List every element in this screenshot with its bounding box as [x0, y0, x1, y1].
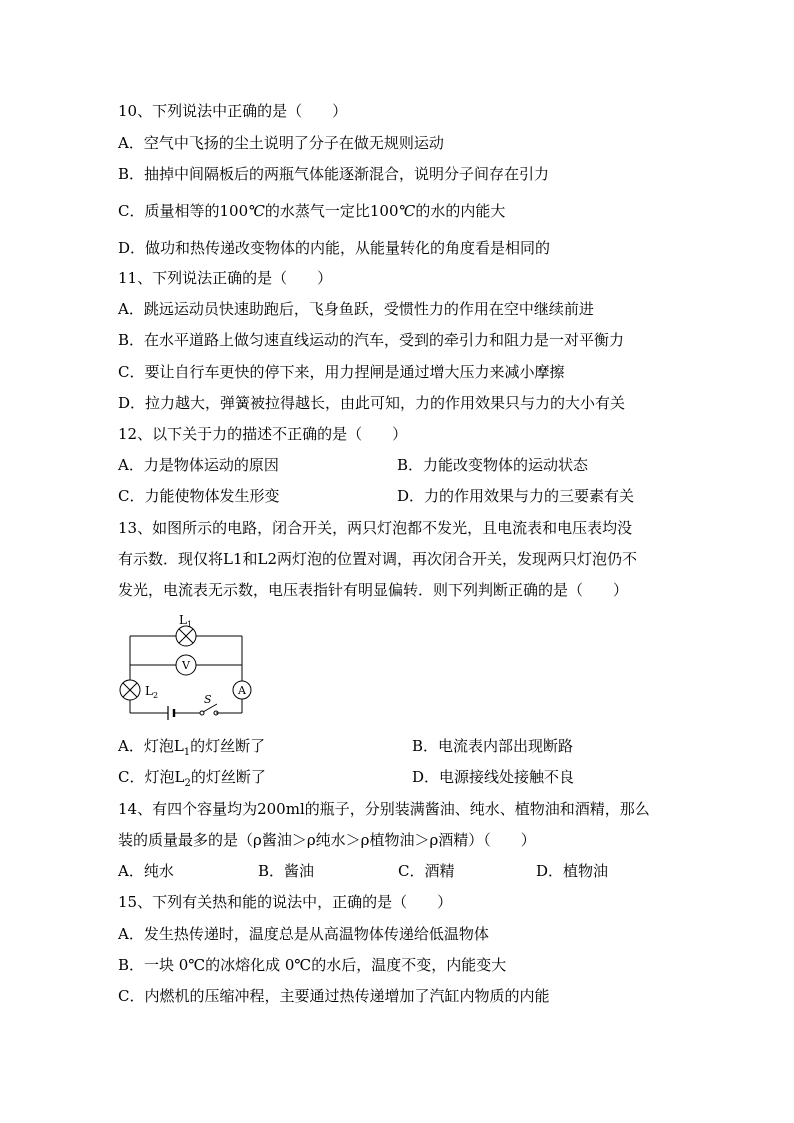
q10-c-unit2: ℃ — [398, 202, 416, 220]
q12-option-b: B．力能改变物体的运动状态 — [397, 456, 589, 474]
q13-option-a — [118, 736, 265, 763]
lamp-l1-icon — [176, 626, 196, 646]
q14-stem-line1: 14、有四个容量均为200ml的瓶子，分别装满酱油、纯水、植物油和酒精，那么 — [118, 800, 650, 818]
q12-option-c: C．力能使物体发生形变 — [118, 487, 280, 505]
q13-stem-line1: 13、如图所示的电路，闭合开关，两只灯泡都不发光，且电流表和电压表均没 — [118, 519, 633, 537]
q10-c-post: 的水的内能大 — [415, 202, 506, 220]
q10-option-a: A．空气中飞扬的尘土说明了分子在做无规则运动 — [118, 134, 444, 152]
lamp-l2-icon — [120, 680, 140, 700]
q13-c-sub: 2 — [184, 778, 191, 789]
q10-c-unit1: ℃ — [248, 202, 265, 220]
q10-c-pre: C．质量相等的100 — [118, 202, 249, 220]
q15-option-b: B．一块 0℃的冰熔化成 0℃的水后，温度不变，内能变大 — [118, 956, 507, 974]
battery-icon — [168, 706, 174, 720]
q13-a-pre: A．灯泡L — [118, 737, 184, 755]
q12-option-d: D．力的作用效果与力的三要素有关 — [397, 487, 635, 505]
q15-option-c: C．内燃机的压缩冲程，主要通过热传递增加了汽缸内物质的内能 — [118, 987, 550, 1005]
q11-option-b: B．在水平道路上做匀速直线运动的汽车，受到的牵引力和阻力是一对平衡力 — [118, 331, 625, 349]
q13-stem-line3: 发光，电流表无示数，电压表指针有明显偏转．则下列判断正确的是（ ） — [118, 581, 629, 599]
circuit-diagram — [118, 615, 258, 720]
q13-option-c — [118, 767, 266, 794]
q13-option-d: D．电源接线处接触不良 — [412, 768, 575, 786]
q14-option-b: B．酱油 — [258, 862, 315, 880]
q10-option-c — [118, 201, 505, 221]
voltmeter-label: V — [182, 659, 190, 672]
lamp-l2-label: $L_2$ — [145, 684, 159, 700]
q10-option-d: D．做功和热传递改变物体的内能，从能量转化的角度看是相同的 — [118, 239, 551, 257]
q13-c-pre: C．灯泡L — [118, 768, 185, 786]
q15-option-a: A．发生热传递时，温度总是从高温物体传递给低温物体 — [118, 925, 489, 943]
q13-a-post: 的灯丝断了 — [190, 737, 266, 755]
q11-option-a: A．跳远运动员快速助跑后，飞身鱼跃，受惯性力的作用在空中继续前进 — [118, 300, 594, 318]
ammeter-label: A — [238, 684, 246, 697]
q13-option-b: B．电流表内部出现断路 — [412, 737, 574, 755]
q15-stem: 15、下列有关热和能的说法中，正确的是（ ） — [118, 893, 453, 911]
q10-c-mid: 的水蒸气一定比100 — [264, 202, 399, 220]
q14-option-a: A．纯水 — [118, 862, 174, 880]
q10-option-b: B．抽掉中间隔板后的两瓶气体能逐渐混合，说明分子间存在引力 — [118, 165, 550, 183]
q13-a-sub: 1 — [183, 747, 191, 758]
q13-stem-line2: 有示数．现仅将L1和L2两灯泡的位置对调，再次闭合开关，发现两只灯泡仍不 — [118, 550, 638, 568]
q11-option-d: D．拉力越大，弹簧被拉得越长，由此可知，力的作用效果只与力的大小有关 — [118, 394, 626, 412]
q12-option-a: A．力是物体运动的原因 — [118, 456, 279, 474]
q14-option-d: D．植物油 — [536, 862, 609, 880]
q14-option-c: C．酒精 — [398, 862, 455, 880]
q11-option-c: C．要让自行车更快的停下来，用力捏闸是通过增大压力来减小摩擦 — [118, 363, 565, 381]
switch-label: S — [204, 693, 212, 706]
q13-c-post: 的灯丝断了 — [190, 768, 266, 786]
q14-stem-line2: 装的质量最多的是（ρ酱油＞ρ纯水＞ρ植物油＞ρ酒精）（ ） — [118, 831, 536, 849]
q11-stem: 11、下列说法正确的是（ ） — [118, 269, 333, 287]
q10-stem: 10、下列说法中正确的是（ ） — [118, 102, 348, 120]
q12-stem: 12、以下关于力的描述不正确的是（ ） — [118, 425, 408, 443]
lamp-l1-label: $L_1$ — [179, 615, 193, 629]
